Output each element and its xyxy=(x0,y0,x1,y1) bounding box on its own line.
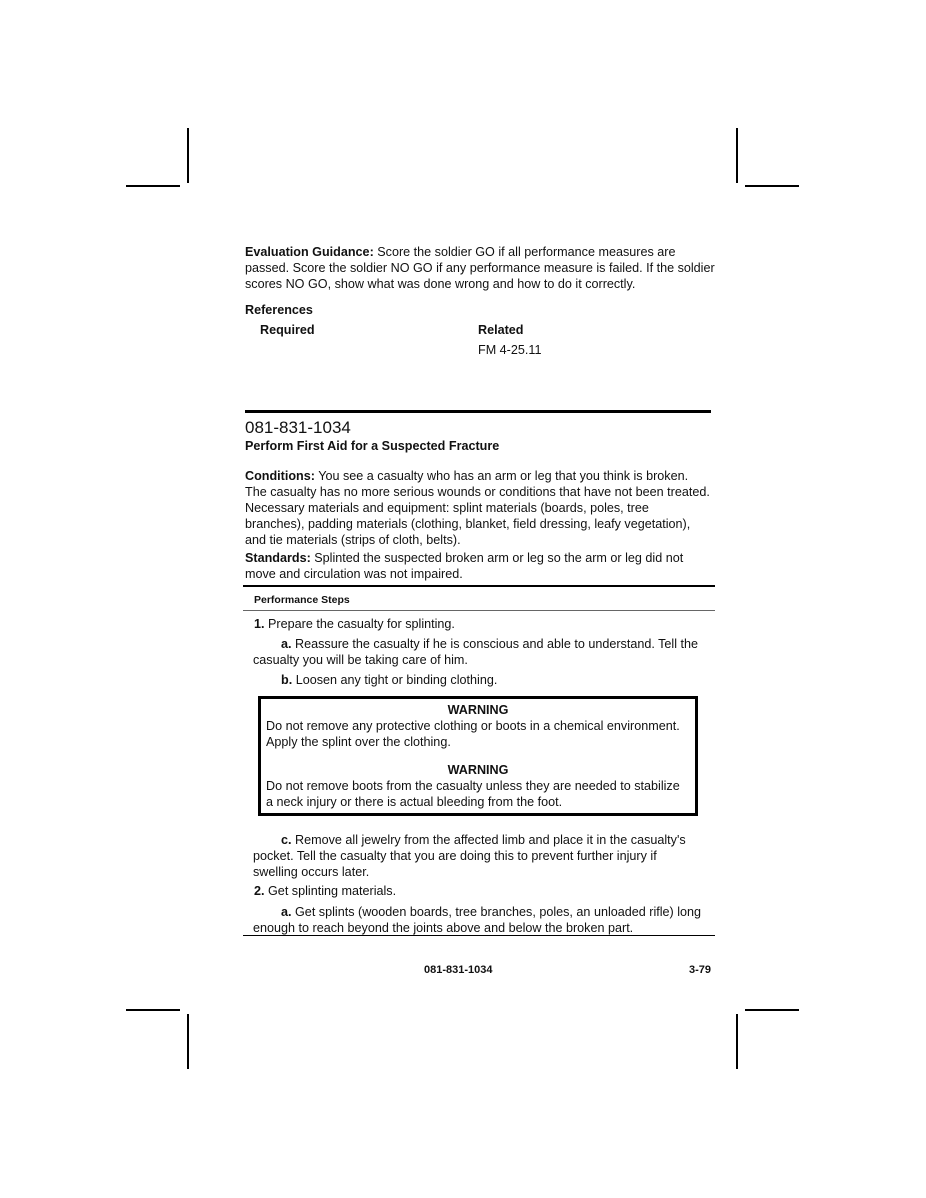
crop-mark xyxy=(745,1009,799,1011)
crop-mark xyxy=(736,1014,738,1069)
crop-mark xyxy=(736,128,738,183)
standards-text: Splinted the suspected broken arm or leg so the arm or leg did not move and circulation was not impaired. xyxy=(245,551,684,581)
task-number: 081-831-1034 xyxy=(245,418,351,437)
conditions xyxy=(245,468,710,548)
substep-label: c. xyxy=(281,833,292,847)
crop-mark xyxy=(126,1009,180,1011)
substep-label: b. xyxy=(281,673,293,687)
step-2 xyxy=(254,883,396,899)
conditions-text: You see a casualty who has an arm or leg that you think is broken. The casualty has no more serious wounds or conditions that have not been treated. Necessary materials and equipment: splint materials (boards, poles, tree branches), padding materials (clothing, blanket, field dressing, leafy vegetation), and tie materials (strips of cloth, belts). xyxy=(245,469,710,547)
conditions-label: Conditions: xyxy=(245,469,315,483)
footer-task-code: 081-831-1034 xyxy=(424,964,493,976)
warning-text: Do not remove any protective clothing or boots in a chemical environment. Apply the splint over the clothing. xyxy=(266,719,680,749)
step-1a xyxy=(253,636,708,668)
step-number: 1. xyxy=(254,617,265,631)
step-2a xyxy=(253,904,713,936)
crop-mark xyxy=(745,185,799,187)
references-required-label: Required xyxy=(260,323,315,337)
standards xyxy=(245,550,710,582)
warning-box xyxy=(258,696,698,816)
references-table xyxy=(245,322,715,362)
crop-mark xyxy=(187,128,189,183)
references-related-item: FM 4-25.11 xyxy=(478,343,542,357)
substep-label: a. xyxy=(281,637,292,651)
warning-heading: WARNING xyxy=(447,703,509,717)
table-bottom-rule xyxy=(243,935,715,936)
substep-text: Loosen any tight or binding clothing. xyxy=(292,673,498,687)
step-text: Get splinting materials. xyxy=(264,884,397,898)
page-content xyxy=(245,244,715,935)
performance-steps-header: Performance Steps xyxy=(254,594,350,606)
step-1c xyxy=(253,832,693,880)
step-text: Prepare the casualty for splinting. xyxy=(264,617,455,631)
warning-heading: WARNING xyxy=(447,763,509,777)
page-number: 3-79 xyxy=(689,964,712,976)
step-1 xyxy=(254,616,455,632)
step-number: 2. xyxy=(254,884,265,898)
substep-text: Reassure the casualty if he is conscious and able to understand. Tell the casualty you will be taking care of him. xyxy=(253,637,699,667)
task-divider xyxy=(245,410,711,413)
crop-mark xyxy=(187,1014,189,1069)
substep-text: Get splints (wooden boards, tree branches, poles, an unloaded rifle) long enough to reach beyond the joints above and below the broken part. xyxy=(253,905,702,935)
substep-text: Remove all jewelry from the affected limb and place it in the casualty's pocket. Tell the casualty that you are doing this to prevent further injury if swelling occurs later. xyxy=(253,833,686,879)
references-title: References xyxy=(245,303,313,317)
warning-text: Do not remove boots from the casualty unless they are needed to stabilize a neck injury or there is actual bleeding from the foot. xyxy=(266,779,680,809)
evaluation-label: Evaluation Guidance: xyxy=(245,245,374,259)
step-1b xyxy=(281,672,497,688)
evaluation-text: Score the soldier GO if all performance measures are passed. Score the soldier NO GO if any performance measure is failed. If the soldier scores NO GO, show what was done wrong and how to do it correctly. xyxy=(245,245,715,291)
task-title: Perform First Aid for a Suspected Fracture xyxy=(245,439,500,453)
standards-label: Standards: xyxy=(245,551,311,565)
substep-label: a. xyxy=(281,905,292,919)
crop-mark xyxy=(126,185,180,187)
performance-header-rule xyxy=(243,585,715,587)
evaluation-guidance xyxy=(245,244,715,292)
performance-header-rule xyxy=(243,610,715,611)
references-related-label: Related xyxy=(478,323,524,337)
